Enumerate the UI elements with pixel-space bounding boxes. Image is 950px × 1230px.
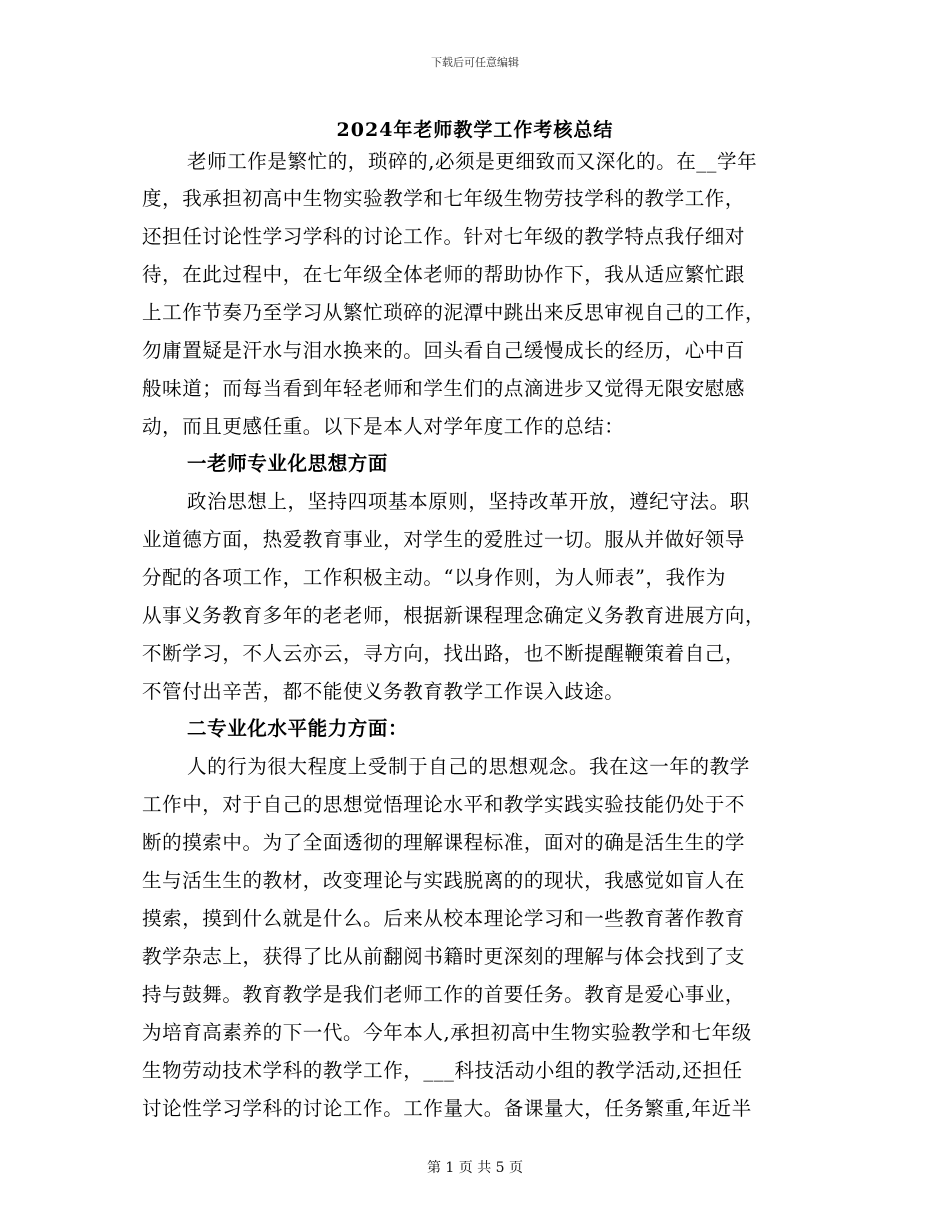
text-line: 持与鼓舞。教育教学是我们老师工作的首要任务。教育是爱心事业， [142, 983, 746, 1006]
section-heading: 二专业化水平能力方面： [187, 717, 409, 740]
text-line: 政治思想上，坚持四项基本原则，坚持改革开放，遵纪守法。职 [187, 490, 750, 513]
text-line: 老师工作是繁忙的，琐碎的,必须是更细致而又深化的。在__学年 [187, 150, 758, 173]
text-line: 从事义务教育多年的老老师，根据新课程理念确定义务教育进展方向， [142, 604, 766, 627]
section-heading: 一老师专业化思想方面 [187, 452, 389, 475]
text-line: 摸索，摸到什么就是什么。后来从校本理论学习和一些教育著作教育 [142, 907, 746, 930]
text-line: 度，我承担初高中生物实验教学和七年级生物劳技学科的教学工作， [142, 187, 746, 210]
text-line: 工作中，对于自己的思想觉悟理论水平和教学实践实验技能仍处于不 [142, 793, 746, 816]
text-line: 生物劳动技术学科的教学工作，___科技活动小组的教学活动,还担任 [142, 1059, 743, 1082]
text-line: 业道德方面，热爱教育事业，对学生的爱胜过一切。服从并做好领导 [142, 528, 746, 551]
document-title: 2024年老师教学工作考核总结 [336, 119, 614, 141]
text-line: 分配的各项工作，工作积极主动。“以身作则，为人师表”，我作为 [142, 566, 726, 589]
text-line: 勿庸置疑是汗水与泪水换来的。回头看自己缓慢成长的经历，心中百 [142, 339, 746, 362]
text-line: 人的行为很大程度上受制于自己的思想观念。我在这一年的教学 [187, 755, 750, 778]
text-line: 还担任讨论性学习学科的讨论工作。针对七年级的教学特点我仔细对 [142, 225, 746, 248]
text-line: 教学杂志上，获得了比从前翻阅书籍时更深刻的理解与体会找到了支 [142, 945, 746, 968]
text-line: 断的摸索中。为了全面透彻的理解课程标准，面对的确是活生生的学 [142, 831, 746, 854]
page-number: 第 1 页 共 5 页 [426, 1160, 524, 1176]
text-line: 动，而且更感任重。以下是本人对学年度工作的总结： [142, 415, 625, 438]
text-line: 上工作节奏乃至学习从繁忙琐碎的泥潭中跳出来反思审视自己的工作， [142, 301, 766, 324]
text-line: 不管付出辛苦，都不能使义务教育教学工作误入歧途。 [142, 680, 625, 703]
text-line: 不断学习，不人云亦云，寻方向，找出路，也不断提醒鞭策着自己， [142, 642, 746, 665]
text-line: 讨论性学习学科的讨论工作。工作量大。备课量大，任务繁重,年近半 [142, 1097, 752, 1120]
page-header: 下载后可任意编辑 [431, 56, 519, 69]
text-line: 为培育高素养的下一代。今年本人,承担初高中生物实验教学和七年级 [142, 1021, 752, 1044]
text-line: 般味道；而每当看到年轻老师和学生们的点滴进步又觉得无限安慰感 [142, 377, 746, 400]
text-line: 待，在此过程中，在七年级全体老师的帮助协作下，我从适应繁忙跟 [142, 263, 746, 286]
text-line: 生与活生生的教材，改变理论与实践脱离的的现状，我感觉如盲人在 [142, 869, 746, 892]
